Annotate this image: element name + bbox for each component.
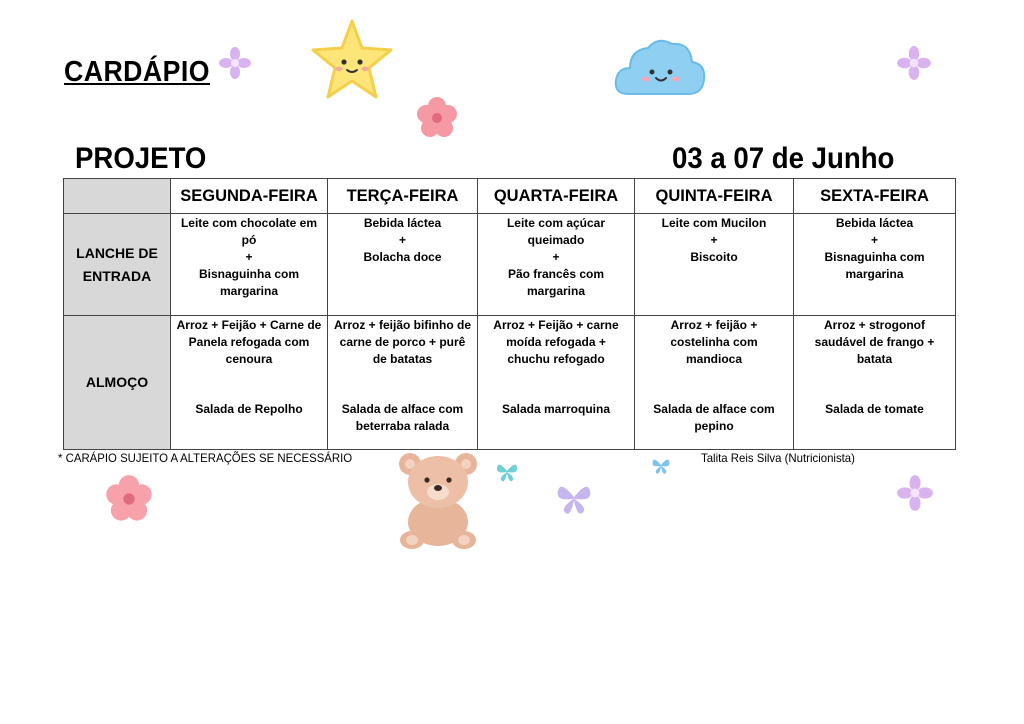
salad-line: Salada de alface com <box>341 402 464 416</box>
menu-line: pó <box>241 233 257 247</box>
menu-line: Biscoito <box>690 250 738 264</box>
butterfly-icon <box>552 476 596 518</box>
row-header-snack <box>64 214 171 316</box>
menu-line: costelinha com <box>670 335 758 349</box>
menu-line: Arroz + Feijão + carne <box>493 318 619 332</box>
menu-line: Bolacha doce <box>363 250 442 264</box>
menu-line: Arroz + feijão + <box>670 318 758 332</box>
row-header-line: ENTRADA <box>82 267 152 284</box>
flower-icon <box>896 45 932 81</box>
salad-line: beterraba ralada <box>355 419 450 433</box>
menu-line: de batatas <box>372 352 433 366</box>
date-range: 03 a 07 de Junho <box>672 142 895 175</box>
menu-line: Bisnaguinha com <box>824 250 925 264</box>
menu-line: + <box>710 233 718 247</box>
flower-icon <box>896 474 934 512</box>
salad-line: pepino <box>694 419 734 433</box>
menu-line: queimado <box>527 233 585 247</box>
table-row <box>64 214 956 316</box>
menu-line: Bebida láctea <box>835 216 914 230</box>
salad-line: Salada de alface com <box>653 402 775 416</box>
menu-cell-lunch-wednesday <box>478 316 635 450</box>
menu-line: Leite com chocolate em <box>180 216 318 230</box>
star-icon <box>308 16 396 104</box>
cloud-icon <box>612 32 708 104</box>
menu-cell-snack-monday <box>171 214 328 316</box>
salad-line: Salada marroquina <box>501 402 611 416</box>
menu-line: margarina <box>219 284 279 298</box>
footnote: * CARÁPIO SUJEITO A ALTERAÇÕES SE NECESSÁRIO <box>58 451 353 465</box>
menu-cell-lunch-tuesday <box>328 316 478 450</box>
menu-cell-lunch-monday <box>171 316 328 450</box>
menu-line: Pão francês com <box>507 267 605 281</box>
menu-line: Arroz + Feijão + Carne de <box>176 318 322 332</box>
column-header-tuesday: TERÇA-FEIRA <box>328 179 478 214</box>
menu-line: saudável de frango + <box>814 335 935 349</box>
table-corner-cell <box>64 179 171 214</box>
spacer <box>482 368 630 401</box>
menu-line: Bisnaguinha com <box>198 267 299 281</box>
row-header-lunch <box>64 316 171 450</box>
menu-table <box>63 178 956 450</box>
menu-line: cenoura <box>225 352 273 366</box>
spacer <box>332 368 473 401</box>
menu-line: mandioca <box>685 352 742 366</box>
flower-icon <box>218 46 252 80</box>
menu-cell-snack-friday <box>794 214 956 316</box>
column-header-monday: SEGUNDA-FEIRA <box>171 179 328 214</box>
menu-cell-snack-tuesday <box>328 214 478 316</box>
menu-line: Arroz + strogonof <box>824 318 925 332</box>
menu-cell-lunch-thursday <box>635 316 794 450</box>
menu-line: Arroz + feijão bifinho de <box>333 318 471 332</box>
menu-cell-snack-wednesday <box>478 214 635 316</box>
nutritionist-signature: Talita Reis Silva (Nutricionista) <box>701 451 855 465</box>
table-header-row <box>64 179 956 214</box>
menu-line: + <box>398 233 406 247</box>
table-row <box>64 316 956 450</box>
row-header-line: ALMOÇO <box>85 374 149 390</box>
page-title: CARDÁPIO <box>64 56 210 88</box>
flower-icon <box>99 474 159 524</box>
menu-line: chuchu refogado <box>507 352 605 366</box>
menu-cell-lunch-friday <box>794 316 956 450</box>
menu-line: + <box>552 250 560 264</box>
teddy-bear-icon <box>390 450 486 550</box>
menu-line: + <box>245 250 253 264</box>
column-header-thursday: QUINTA-FEIRA <box>635 179 794 214</box>
menu-line: Leite com Mucilon <box>661 216 767 230</box>
spacer <box>639 368 789 401</box>
column-header-wednesday: QUARTA-FEIRA <box>478 179 635 214</box>
menu-line: margarina <box>526 284 586 298</box>
menu-line: moída refogada + <box>506 335 606 349</box>
flower-icon <box>415 96 459 140</box>
menu-line: Panela refogada com <box>188 335 310 349</box>
menu-line: carne de porco + purê <box>339 335 466 349</box>
butterfly-icon <box>494 458 520 484</box>
spacer <box>175 368 323 401</box>
menu-line: Leite com açúcar <box>506 216 606 230</box>
menu-line: + <box>870 233 878 247</box>
butterfly-icon <box>650 454 672 476</box>
row-header-line: LANCHE DE <box>76 244 158 261</box>
menu-line: Bebida láctea <box>363 216 442 230</box>
spacer <box>798 368 951 401</box>
project-label: PROJETO <box>75 142 207 175</box>
menu-line: batata <box>856 352 893 366</box>
salad-line: Salada de tomate <box>825 402 924 416</box>
menu-line: margarina <box>845 267 904 281</box>
menu-cell-snack-thursday <box>635 214 794 316</box>
salad-line: Salada de Repolho <box>195 402 303 416</box>
column-header-friday: SEXTA-FEIRA <box>794 179 956 214</box>
